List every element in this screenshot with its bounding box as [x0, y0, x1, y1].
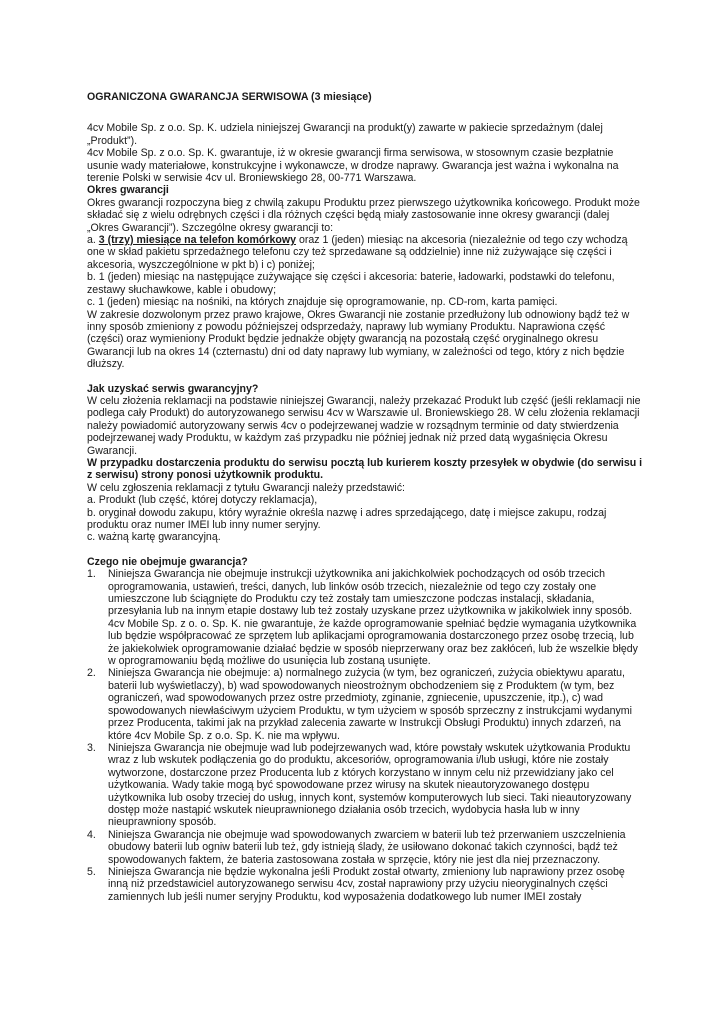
list-item: [87, 829, 643, 866]
period-item-b: b. 1 (jeden) miesiąc na następujące zużywające się części i akcesoria: baterie, ładowarki, podstawki do telefonu, zestawy słuchawkowe, kable i obudowy;: [87, 271, 615, 296]
period-paragraph-1: Okres gwarancji rozpoczyna bieg z chwilą zakupu Produktu przez pierwszego użytkownika końcowego. Produkt może składać się z wielu odrębnych części i dla różnych części będą miały zastosowanie inne okresy gwarancji (dalej „Okres Gwarancji”). Szczególne okresy gwarancji to:: [87, 196, 640, 234]
list-item: [87, 568, 643, 667]
intro-paragraph-2: 4cv Mobile Sp. z o.o. Sp. K. gwarantuje, iż w okresie gwarancji firma serwisowa, w stosownym czasie bezpłatnie usunie wady materiałowe, konstrukcyjne i wykonawcze, w drodze naprawy. Gwarancja jest ważna i wykonalna na terenie Polski w serwisie 4cv ul. Broniewskiego 28, 00-771 Warszawa.: [87, 147, 619, 185]
list-item-number: 5.: [87, 865, 96, 878]
list-item-number: 3.: [87, 741, 96, 754]
service-item-a: a. Produkt (lub część, której dotyczy reklamacja),: [87, 494, 318, 507]
period-item-a: [87, 234, 643, 271]
period-heading: Okres gwarancji: [87, 184, 169, 197]
service-item-b: b. oryginał dowodu zakupu, który wyraźnie określa nazwę i adres sprzedającego, datę i miejsce zakupu, rodzaj produktu oraz numer IMEI lub inny numer seryjny.: [87, 506, 607, 531]
service-item-c: c. ważną kartę gwarancyjną.: [87, 531, 221, 544]
period-item-c: c. 1 (jeden) miesiąc na nośniki, na których znajduje się oprogramowanie, np. CD-rom, karta pamięci.: [87, 296, 558, 309]
period-item-a-prefix: a.: [87, 234, 99, 247]
document-body: [87, 91, 643, 903]
service-shipping-notice: W przypadku dostarczenia produktu do serwisu pocztą lub kurierem koszty przesyłek w obydwie (do serwisu i z serwisu) strony ponosi użytkownik produktu.: [87, 456, 643, 482]
list-item: [87, 667, 643, 741]
exclusions-heading: Czego nie obejmuje gwarancja?: [87, 555, 248, 568]
list-item: [87, 742, 643, 829]
period-item-a-rest: oraz 1 (jeden) miesiąc na akcesoria (niezależnie od tego czy wchodzą one w skład pakietu sprzedażnego telefonu czy też sprzedawane są oddzielnie) inne niż zużywające się części i akcesoria, wyszczególnione w pkt b) i c) poniżej;: [87, 234, 628, 271]
list-item-text: Niniejsza Gwarancja nie obejmuje wad spowodowanych zwarciem w baterii lub też przerwaniem uszczelnienia obudowy baterii lub ogniw baterii lub też, gdy istnieją ślady, że usiłowano dokonać takich czynności, bądź też spowodowanych faktem, że bateria zastosowana została w sprzęcie, który nie jest dla niej przeznaczony.: [108, 828, 626, 866]
list-item-text: Niniejsza Gwarancja nie obejmuje: a) normalnego zużycia (w tym, bez ograniczeń, zużycia obiektywu aparatu, baterii lub wyświetlaczy), b) wad spowodowanych nieostrożnym obchodzeniem się z Produktem (w tym, bez ograniczeń, wad spowodowanych przez ostre przedmioty, zginanie, zgniecenie, upuszczenie, itp.), c) wad spowodowanych niewłaściwym użyciem Produktu, w tym użyciem w sposób sprzeczny z instrukcjami wydanymi przez Producenta, takimi jak na przykład zalecenia zawarte w Instrukcji Obsługi Produktu) innych zdarzeń, na które 4cv Mobile Sp. z o.o. Sp. K. nie ma wpływu.: [108, 667, 632, 742]
period-item-a-bold: 3 (trzy) miesiące na telefon komórkowy: [98, 234, 297, 247]
document-title: OGRANICZONA GWARANCJA SERWISOWA (3 miesiące): [87, 91, 372, 103]
service-paragraph-2: W celu zgłoszenia reklamacji z tytułu Gwarancji należy przedstawić:: [87, 481, 405, 494]
list-item-text: Niniejsza Gwarancja nie obejmuje wad lub podejrzewanych wad, które powstały wskutek użytkowania Produktu wraz z lub wskutek podłączenia go do produktu, akcesoriów, oprogramowania i/lub usługi, które nie zostały wytworzone, dostarczone przez Producenta lub z których korzystano w innym celu niż przewidziany jako cel użytkowania. Wady takie mogą być spowodowane przez wirusy na skutek nieautoryzowanego dostępu użytkownika lub osoby trzeciej do usług, innych kont, systemów komputerowych lub sieci. Taki nieautoryzowany dostęp może nastąpić wskutek nieuprawnionego działania osób trzecich, wydobycia hasła lub w inny nieuprawniony sposób.: [108, 741, 632, 829]
intro-paragraph-1: 4cv Mobile Sp. z o.o. Sp. K. udziela niniejszej Gwarancji na produkt(y) zawarte w pakiecie sprzedażnym (dalej „Produkt”).: [87, 122, 603, 147]
list-item-number: 4.: [87, 828, 96, 841]
list-item-number: 1.: [87, 568, 96, 581]
service-heading: Jak uzyskać serwis gwarancyjny?: [87, 382, 259, 395]
list-item-text: Niniejsza Gwarancja nie obejmuje instrukcji użytkownika ani jakichkolwiek pochodzących od osób trzecich oprogramowania, ustawień, treści, danych, lub linków osób trzecich, niezależnie od tego czy zostały one umieszczone lub ściągnięte do Produktu czy też zostały tam umieszczone podczas instalacji, składania, przesyłania lub na innym etapie dostawy lub też zostały uzyskane przez użytkownika w jakikolwiek inny sposób. 4cv Mobile Sp. z o. o. Sp. K. nie gwarantuje, że każde oprogramowanie spełniać będzie wymagania użytkownika lub będzie współpracować ze sprzętem lub aplikacjami oprogramowania dostarczonego przez osobę trzecią, lub że jakiekolwiek oprogramowanie działać będzie w sposób nieprzerwany oraz bez zakłóceń, lub że wszelkie błędy w oprogramowaniu będą możliwe do usunięcia lub zostaną usunięte.: [108, 568, 638, 668]
exclusions-list: [87, 568, 643, 903]
list-item: [87, 866, 643, 903]
period-paragraph-2: W zakresie dozwolonym przez prawo krajowe, Okres Gwarancji nie zostanie przedłużony lub odnowiony bądź też w inny sposób zmieniony z powodu późniejszej odsprzedaży, naprawy lub wymiany Produktu. Naprawiona część (części) oraz wymieniony Produkt będzie jednakże objęty gwarancją na pozostałą część oryginalnego okresu Gwarancji lub na okres 14 (czternastu) dni od daty naprawy lub wymiany, w zależności od tego, który z nich będzie dłuższy.: [87, 308, 630, 371]
list-item-number: 2.: [87, 667, 96, 680]
list-item-text: Niniejsza Gwarancja nie będzie wykonalna jeśli Produkt został otwarty, zmieniony lub naprawiony przez osobę inną niż przedstawiciel autoryzowanego serwisu 4cv, został naprawiony przy użyciu nieoryginalnych części zamiennych lub jeśli numer seryjny Produktu, kod wyposażenia dodatkowego lub numer IMEI zostały: [108, 865, 625, 903]
service-paragraph-1: W celu złożenia reklamacji na podstawie niniejszej Gwarancji, należy przekazać Produkt lub część (jeśli reklamacji nie podlega cały Produkt) do autoryzowanego serwisu 4cv w Warszawie ul. Broniewskiego 28. W celu złożenia reklamacji należy powiadomić autoryzowany serwis 4cv o podejrzewanej wadzie w rozsądnym terminie od daty stwierdzenia podejrzewanej wady Produktu, w każdym zaś przypadku nie później jednak niż przed datą wygaśnięcia Okresu Gwarancji.: [87, 394, 641, 457]
